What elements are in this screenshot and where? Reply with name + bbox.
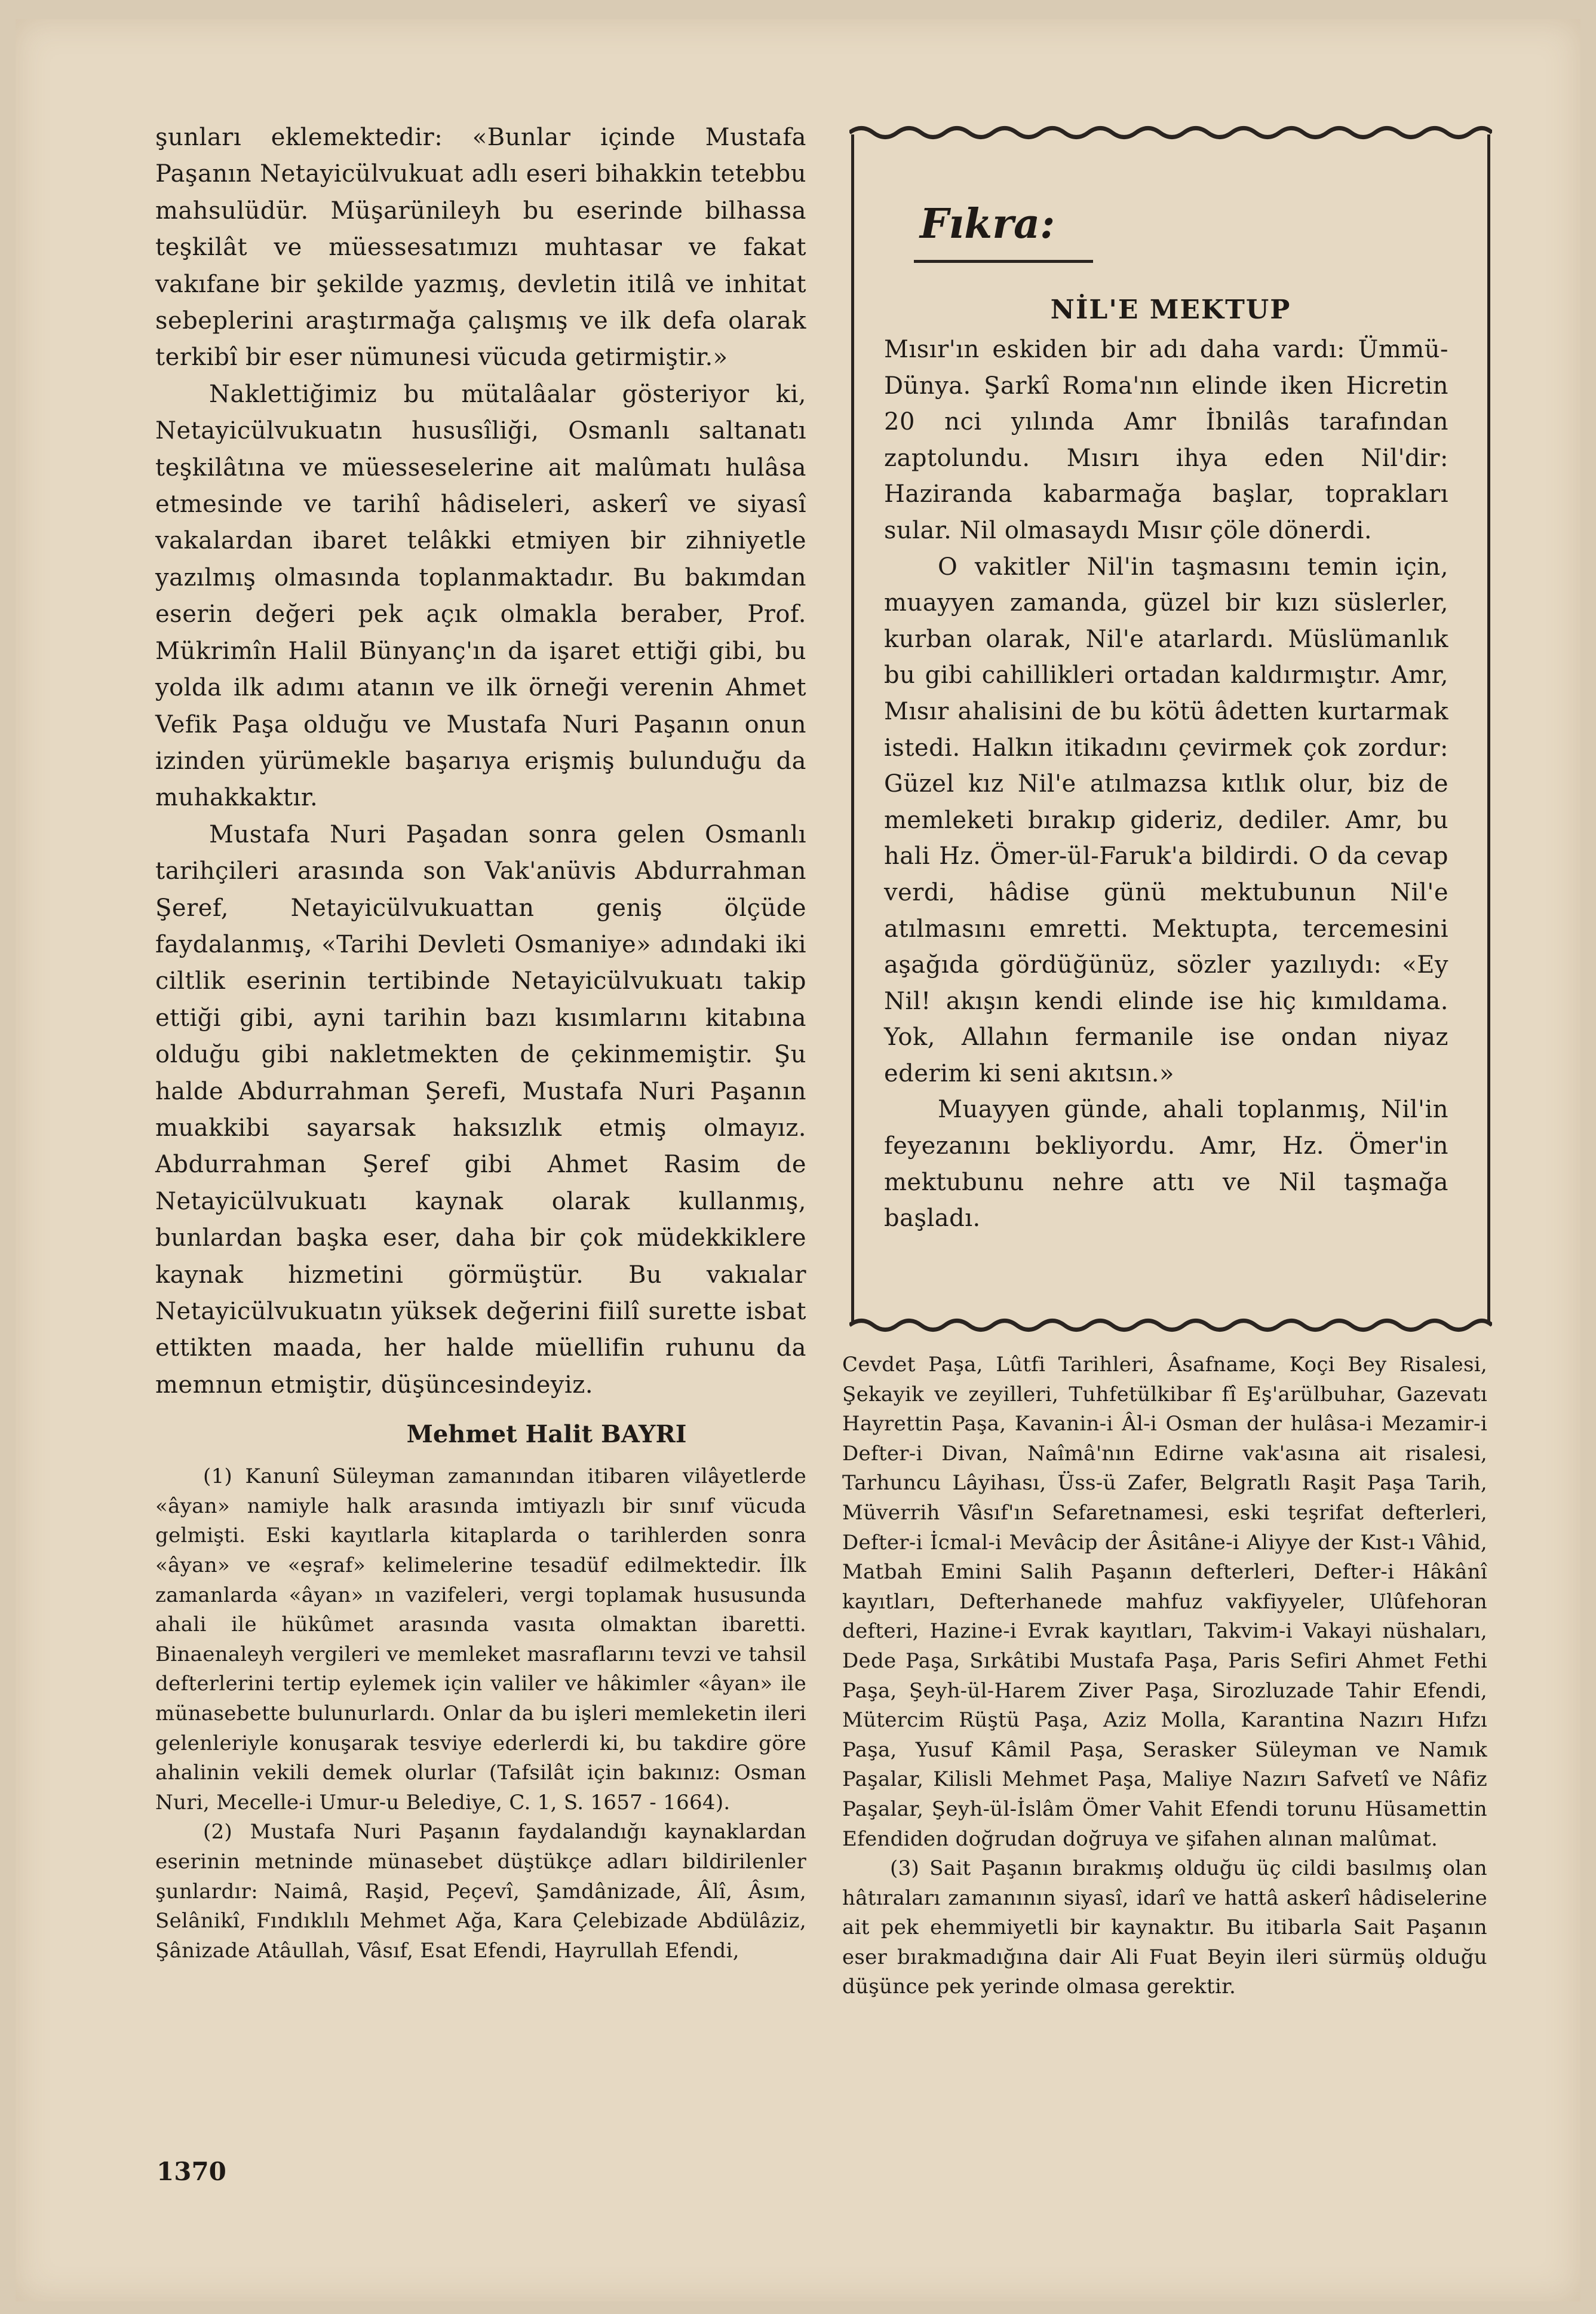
footnote-3: (3) Sait Paşanın bırakmış olduğu üç cildi basılmış olan hâtıraları zamanının siyasî, idarî ve hattâ askerî hâdiselerine ait pek ehemmiyetli bir kaynaktır. Bu itibarla Sait Paşanın eser bırakmadığına dair Ali Fuat Beyin ileri sürmüş olduğu düşünce pek yerinde olmasa gerektir. bbox=[842, 1856, 1487, 1999]
author-signature: Mehmet Halit BAYRI bbox=[406, 1420, 687, 1449]
box-bottom-border bbox=[849, 1316, 1492, 1334]
left-paragraph-2: Naklettiğimiz bu mütalâalar gösteriyor ki, Netayicülvukuatın hususîliği, Osmanlı saltanatı teşkilâtına ve müesseselerine ait malûmatı hulâsa etmesinde ve tarihî hâdiseleri, askerî ve siyasî vakalardan ibaret telâkki etmiyen bir zihniyetle yazılmış olmasında toplanmaktadır. Bu bakımdan eserin değeri pek açık olmakla beraber, Prof. Mükrimîn Halil Bünyanç'ın da işaret ettiği gibi, bu yolda ilk adımı atanın ve ilk örneği verenin Ahmet Vefik Paşa olduğu ve Mustafa Nuri Paşanın onun izinden yürümekle başarıya erişmiş bulunduğu da muhakkaktır. bbox=[155, 380, 806, 812]
box-paragraph-1: Mısır'ın eskiden bir adı daha vardı: Ümmü-Dünya. Şarkî Roma'nın elinde iken Hicretin 20 nci yılında Amr İbnilâs tarafından zaptolundu. Mısırı ihya eden Nil'dir: Haziranda kabarmağa başlar, toprakları sular. Nil olmasaydı Mısır çöle dönerdi. bbox=[884, 336, 1448, 544]
footnote-2: (2) Mustafa Nuri Paşanın faydalandığı kaynaklardan eserinin metninde münasebet düştükçe adları bildirilenler şunlardır: Naimâ, Raşid, Peçevî, Şamdânizade, Âlî, Âsım, Selânikî, Fındıklılı Mehmet Ağa, Kara Çelebizade Abdülâziz, Şânizade Atâullah, Vâsıf, Esat Efendi, Hayrullah Efendi, bbox=[155, 1820, 806, 1963]
left-paragraph-3: Mustafa Nuri Paşadan sonra gelen Osmanlı tarihçileri arasında son Vak'anüvis Abdurrahman Şeref, Netayicülvukuattan geniş ölçüde faydalanmış, «Tarihi Devleti Osmaniye» adındaki iki ciltlik eserinin tertibinde Netayicülvukuatı takip ettiği gibi, ayni tarihin bazı kısımlarını kitabına olduğu gibi nakletmekten de çekinmemiştir. Şu halde Abdurrahman Şerefi, Mustafa Nuri Paşanın muakkibi sayarsak haksızlık etmiş olmayız. Abdurrahman Şeref gibi Ahmet Rasim de Netayicülvukuatı kaynak olarak kullanmış, bunlardan başka eser, daha bir çok müdekkiklere kaynak hizmetini görmüştür. Bu vakıalar Netayicülvukuatın yüksek değerini fiilî surette isbat ettikten maada, her halde müellifin ruhunu da memnun etmiştir, düşüncesindeyiz. bbox=[155, 820, 806, 1399]
footnote-2-continued: Cevdet Paşa, Lûtfi Tarihleri, Âsafname, Koçi Bey Risalesi, Şekayik ve zeyilleri, Tuhfetülkibar fî Eş'arülbuhar, Gazevatı Hayrettin Paşa, Kavanin-i Âl-i Osman der hulâsa-i Mezamir-i Defter-i Divan, Naîmâ'nın Edirne vak'asına ait risalesi, Tarhuncu Lâyihası, Üss-ü Zafer, Belgratlı Raşit Paşa Tarih, Müverrih Vâsıf'ın Sefaretnamesi, eski teşrifat defterleri, Defter-i İcmal-i Mevâcip der Âsitâne-i Aliyye der Kıst-ı Vâhid, Matbah Emini Salih Paşanın defterleri, Defter-i Hâkânî kayıtları, Defterhanede mahfuz vakfiyyeler, Ulûfehoran defteri, Hazine-i Evrak kayıtları, Takvim-i Vakayi nüshaları, Dede Paşa, Sırkâtibi Mustafa Paşa, Paris Sefiri Ahmet Fethi Paşa, Şeyh-ül-Harem Ziver Paşa, Sirozluzade Tahir Efendi, Mütercim Rüştü Paşa, Aziz Molla, Karantina Nazırı Hıfzı Paşa, Yusuf Kâmil Paşa, Serasker Süleyman ve Namık Paşalar, Kilisli Mehmet Paşa, Maliye Nazırı Safvetî ve Nâfiz Paşalar, Şeyh-ül-İslâm Ömer Vahit Efendi torunu Hüsamettin Efendiden doğrudan doğruya ve şifahen alınan malûmat. bbox=[842, 1353, 1487, 1851]
footnote-1: (1) Kanunî Süleyman zamanından itibaren vilâyetlerde «âyan» namiyle halk arasında imtiyazlı bir sınıf vücuda gelmişti. Eski kayıtlarla kitaplarda o tarihlerden sonra «âyan» ve «eşraf» kelimelerine tesadüf edilmektedir. İlk zamanlarda «âyan» ın vazifeleri, vergi toplamak hususunda ahali ile hükûmet arasında vasıta olmaktan ibaretti. Binaenaleyh vergileri ve memleket masraflarını tevzi ve tahsil defterlerini tertip eylemek için valiler ve hâkimler «âyan» ile münasebette bulunurlardı. Onlar da bu işleri memleketin ileri gelenleriyle konuşarak tesviye ederlerdi ki, bu takdire göre ahalinin vekili demek olurlar (Tafsilât için bakınız: Osman Nuri, Mecelle-i Umur-u Belediye, C. 1, S. 1657 - 1664). bbox=[155, 1464, 806, 1815]
fikra-box bbox=[851, 134, 1490, 1323]
box-text bbox=[884, 332, 1448, 1237]
left-column bbox=[155, 119, 806, 1966]
right-column-footnotes bbox=[842, 1350, 1487, 2002]
box-headline: NİL'E MEKTUP bbox=[1050, 295, 1291, 325]
page-number: 1370 bbox=[156, 2157, 226, 2186]
box-top-border bbox=[849, 124, 1492, 142]
left-paragraph-1: şunları eklemektedir: «Bunlar içinde Mustafa Paşanın Netayicülvukuat adlı eseri bihakkin tetebbu mahsulüdür. Müşarünileyh bu eserinde bilhassa teşkilât ve müessesatımızı muhtasar ve fakat vakıfane bir şekilde yazmış, devletin itilâ ve inhitat sebeplerini araştırmağa çalışmış ve ilk defa olarak terkibî bir eser nümunesi vücuda getirmiştir.» bbox=[155, 124, 806, 372]
fikra-title: Fıkra: bbox=[920, 200, 1055, 248]
box-paragraph-2: O vakitler Nil'in taşmasını temin için, muayyen zamanda, güzel bir kızı süslerler, kurban olarak, Nil'e atarlardı. Müslümanlık bu gibi cahillikleri ortadan kaldırmıştır. Amr, Mısır ahalisini de bu kötü âdetten kurtarmak istedi. Halkın itikadını çevirmek çok zordur: Güzel kız Nil'e atılmazsa kıtlık olur, biz de memleketi bırakıp gideriz, dediler. Amr, bu hali Hz. Ömer-ül-Faruk'a bildirdi. O da cevap verdi, hâdise günü mektubunun Nil'e atılmasını emretti. Mektupta, tercemesini aşağıda gördüğünüz, sözler yazılıydı: «Ey Nil! akışın kendi elinde ise hiç kımıldama. Yok, Allahın fermanile ise ondan niyaz ederim ki seni akıtsın.» bbox=[884, 553, 1448, 1087]
box-paragraph-3: Muayyen günde, ahali toplanmış, Nil'in feyezanını bekliyordu. Amr, Hz. Ömer'in mektubunu nehre attı ve Nil taşmağa başladı. bbox=[884, 1096, 1448, 1233]
fikra-title-underline bbox=[914, 260, 1093, 263]
